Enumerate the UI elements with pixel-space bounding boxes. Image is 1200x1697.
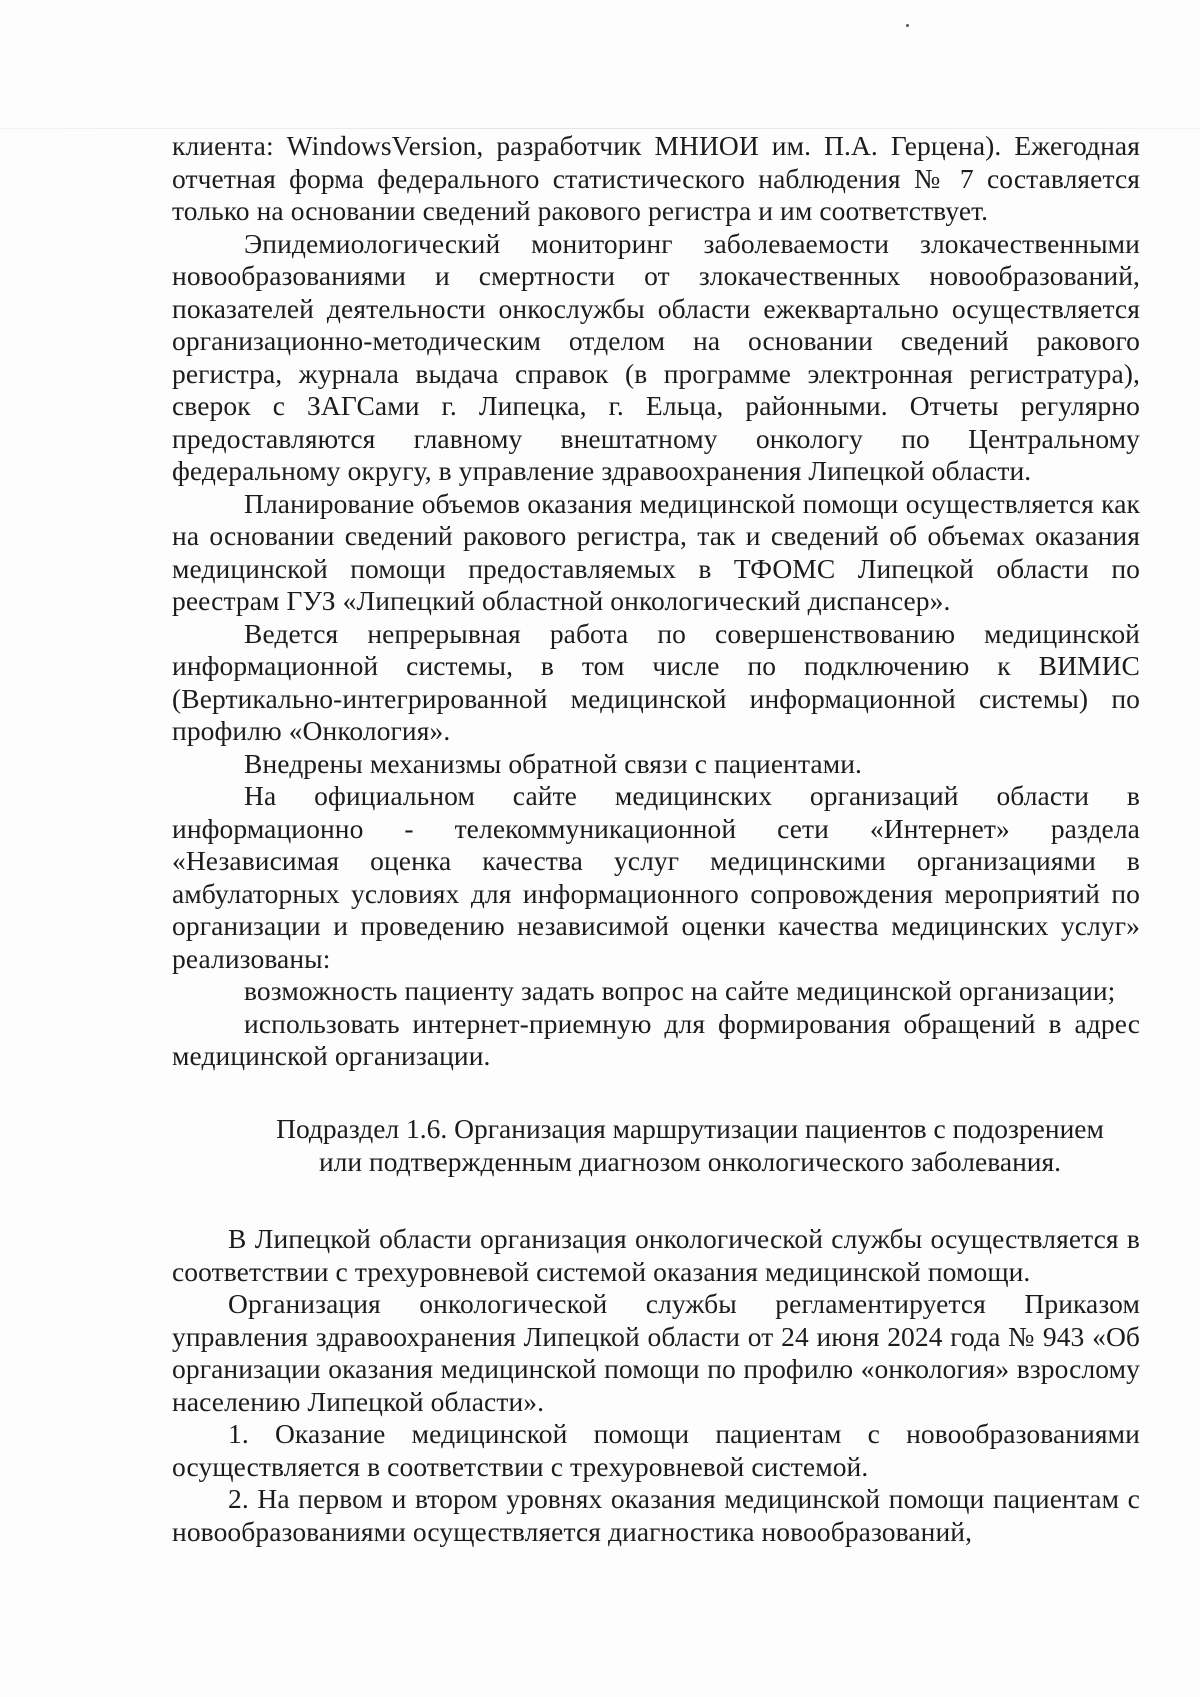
subsection-heading xyxy=(250,1113,1130,1178)
scan-speck xyxy=(906,24,909,27)
paragraph: В Липецкой области организация онкологической службы осуществляется в соответствии с трехуровневой системой оказания медицинской помощи. xyxy=(172,1223,1140,1287)
paragraph: 2. На первом и втором уровнях оказания медицинской помощи пациентам с новообразованиями осуществляется диагностика новообразований, xyxy=(172,1483,1140,1547)
paragraph: 1. Оказание медицинской помощи пациентам с новообразованиями осуществляется в соответствии с трехуровневой системой. xyxy=(172,1418,1140,1482)
subsection-title-line-1: Подраздел 1.6. Организация маршрутизации пациентов с подозрением xyxy=(276,1113,1104,1144)
subsection-title-line-2: или подтвержденным диагнозом онкологического заболевания. xyxy=(318,1145,1062,1177)
section-a-text xyxy=(172,130,1140,1073)
paragraph: клиента: WindowsVersion, разработчик МНИОИ им. П.А. Герцена). Ежегодная отчетная форма федерального статистического наблюдения № 7 составляется только на основании сведений ракового регистра и им соответствует. xyxy=(172,130,1140,226)
paragraph: Эпидемиологический мониторинг заболеваемости злокачественными новообразованиями и смертности от злокачественных новообразований, показателей деятельности онкослужбы области ежеквартально осуществляется организационно-методическим отделом на основании сведений ракового регистра, журнала выдача справок (в программе электронная регистратура), сверок с ЗАГСами г. Липецка, г. Ельца, районными. Отчеты регулярно предоставляются главному внештатному онкологу по Центральному федеральному округу, в управление здравоохранения Липецкой области. xyxy=(172,227,1140,486)
paragraph: возможность пациенту задать вопрос на сайте медицинской организации; xyxy=(244,975,1116,1006)
paragraph: Внедрены механизмы обратной связи с пациентами. xyxy=(244,747,863,779)
section-b-text xyxy=(172,1223,1140,1548)
paragraph: Планирование объемов оказания медицинской помощи осуществляется как на основании сведений ракового регистра, так и сведений об объемах оказания медицинской помощи предоставляемых в ТФОМС Липецкой области по реестрам ГУЗ «Липецкий областной онкологический диспансер». xyxy=(172,487,1140,616)
paragraph: Организация онкологической службы регламентируется Приказом управления здравоохранения Липецкой области от 24 июня 2024 года № 943 «Об организации оказания медицинской помощи по профилю «онкология» взрослому населению Липецкой области». xyxy=(172,1288,1140,1417)
paragraph: использовать интернет-приемную для формирования обращений в адрес медицинской организации. xyxy=(172,1007,1140,1071)
scan-artifact-line xyxy=(0,128,1200,129)
paragraph: Ведется непрерывная работа по совершенствованию медицинской информационной системы, в том числе по подключению к ВИМИС (Вертикально-интегрированной медицинской информационной системы) по профилю «Онкология». xyxy=(172,617,1140,746)
paragraph: На официальном сайте медицинских организаций области в информационно - телекоммуникационной сети «Интернет» раздела «Независимая оценка качества услуг медицинскими организациями в амбулаторных условиях для информационного сопровождения мероприятий по организации и проведению независимой оценки качества медицинских услуг» реализованы: xyxy=(172,780,1140,974)
